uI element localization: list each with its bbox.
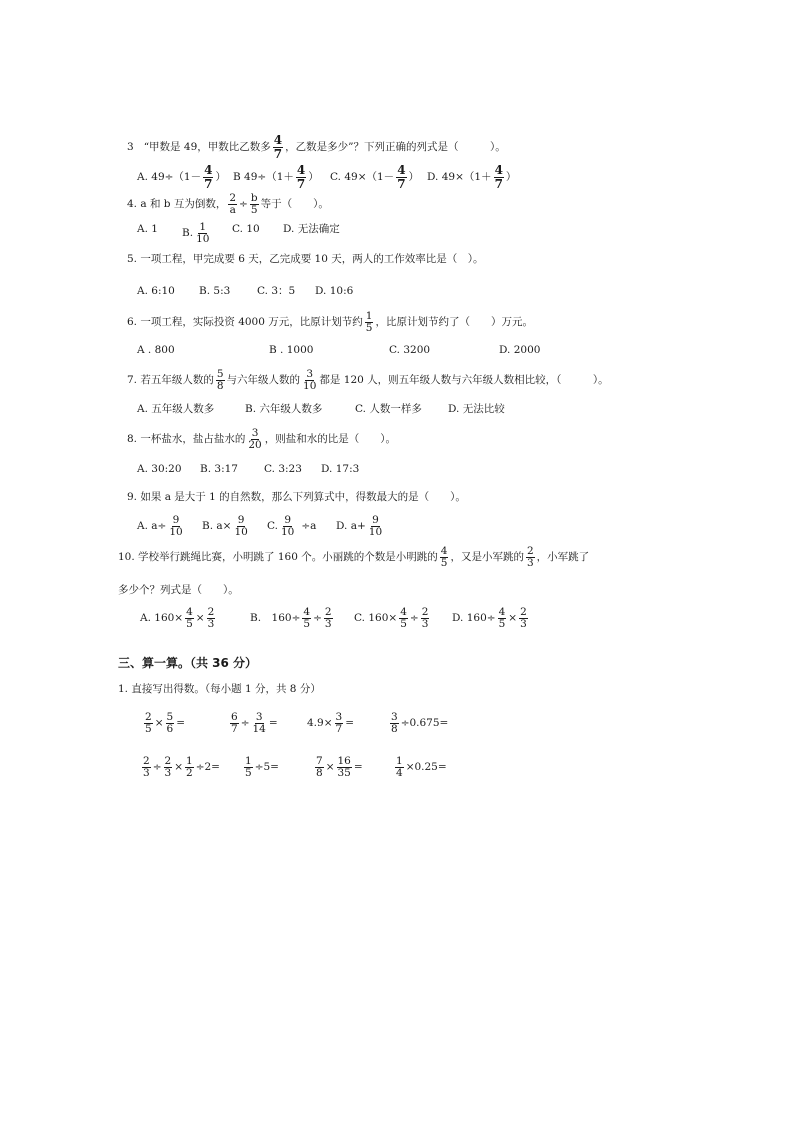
option-d: D. 10:6: [315, 285, 354, 297]
option-c: C. 3200: [389, 344, 431, 356]
option-b: B. 5:3: [199, 285, 231, 297]
calc-item-7: $\frac{7}{8}$ × $\frac{16}{35}$ =: [316, 755, 363, 780]
option-d: D. 17:3: [321, 463, 360, 475]
option-d: D. 无法确定: [283, 223, 340, 235]
fraction: 4 7: [273, 133, 283, 161]
option-d: D. a+ $\frac{9}{10}$: [336, 514, 383, 539]
option-c: C. 人数一样多: [355, 403, 422, 415]
option-d: D. 49×（1＋ 4 7 ）: [427, 163, 517, 191]
option-a: A . 800: [137, 344, 175, 356]
question-10-stem-line2: 多少个？列式是（ ）。: [118, 584, 239, 596]
option-c: C. 3:23: [264, 463, 302, 475]
question-6-stem: 6. 一项工程，实际投资 4000 万元，比原计划节约 1 5 ，比原计划节约了（ ）万元。: [127, 310, 533, 335]
question-5-stem: 5. 一项工程，甲完成要 6 天，乙完成要 10 天，两人的工作效率比是（ ）。: [127, 253, 484, 265]
question-8-stem: 8. 一杯盐水，盐占盐水的 3 20 ，则盐和水的比是（ ）。: [127, 427, 396, 452]
option-a: A. 160× $\frac{4}{5}$ × $\frac{2}{3}$: [140, 606, 215, 631]
option-c: C. $\frac{9}{10}$ ÷a: [267, 514, 317, 539]
option-a: A. 1: [137, 223, 158, 235]
subsection-title: 1. 直接写出得数。（每小题 1 分，共 8 分）: [118, 683, 321, 695]
option-d: D. 无法比较: [448, 403, 505, 415]
calc-item-2: $\frac{6}{7}$ ÷ $\frac{3}{14}$ =: [231, 711, 278, 736]
option-b: B. 160÷ $\frac{4}{5}$ ÷ $\frac{2}{3}$: [250, 606, 332, 631]
question-number: 3: [127, 140, 134, 153]
question-text: ，乙数是多少”？下列正确的列式是（ ）。: [285, 140, 506, 153]
question-4-stem: 4. a 和 b 互为倒数， $\frac{2}{a}$ ÷ $\frac{b}{5}$ 等于（ ）。: [127, 192, 329, 217]
option-d: D. 160÷ $\frac{4}{5}$ × $\frac{2}{3}$: [452, 606, 527, 631]
option-a: A. a÷ $\frac{9}{10}$: [137, 514, 183, 539]
option-d: D. 2000: [499, 344, 541, 356]
calc-item-4: $\frac{3}{8}$ ÷0.675 =: [391, 711, 449, 736]
option-a: A. 五年级人数多: [137, 403, 215, 415]
question-3-stem: [127, 134, 506, 160]
option-b: B. 3:17: [200, 463, 238, 475]
option-b: B 49÷（1＋ 4 7 ）: [233, 163, 319, 191]
option-b: B . 1000: [269, 344, 314, 356]
calc-item-6: $\frac{1}{5}$ ÷5 =: [245, 755, 279, 780]
calc-item-1: $\frac{2}{5}$ × $\frac{5}{6}$ =: [145, 711, 185, 736]
option-c: C. 3：5: [257, 285, 296, 297]
option-b: B. a× $\frac{9}{10}$: [202, 514, 248, 539]
calc-item-5: $\frac{2}{3}$ ÷ $\frac{2}{3}$ × $\frac{1}{2}$ ÷2 =: [143, 755, 220, 780]
calc-item-8: $\frac{1}{4}$ ×0.25 =: [396, 755, 447, 780]
option-a: A. 30:20: [137, 463, 182, 475]
option-b: B. 1 10: [182, 221, 210, 246]
question-9-stem: 9. 如果 a 是大于 1 的自然数，那么下列算式中，得数最大的是（ ）。: [127, 491, 466, 503]
question-text: “甲数是 49，甲数比乙数多: [143, 140, 271, 153]
question-7-stem: 7. 若五年级人数的 5 8 与六年级人数的 3 10 都是 120 人，则五年级人数与六年级人数相比较，（ ）。: [127, 368, 609, 393]
option-c: C. 10: [232, 223, 260, 235]
section-title: 三、算一算。（共 36 分）: [118, 656, 258, 670]
option-a: A. 6:10: [137, 285, 175, 297]
option-a: A. 49÷（1－ 4 7 ）: [137, 163, 226, 191]
calc-item-3: 4.9× $\frac{3}{7}$ =: [307, 711, 354, 736]
option-c: C. 49×（1－ 4 7 ）: [330, 163, 420, 191]
option-b: B. 六年级人数多: [245, 403, 323, 415]
question-10-stem: 10. 学校举行跳绳比赛，小明跳了 160 个。小丽跳的个数是小明跳的 4 5 ，又是小军跳的 2 3 ，小军跳了: [118, 545, 590, 570]
option-c: C. 160× $\frac{4}{5}$ ÷ $\frac{2}{3}$: [354, 606, 429, 631]
